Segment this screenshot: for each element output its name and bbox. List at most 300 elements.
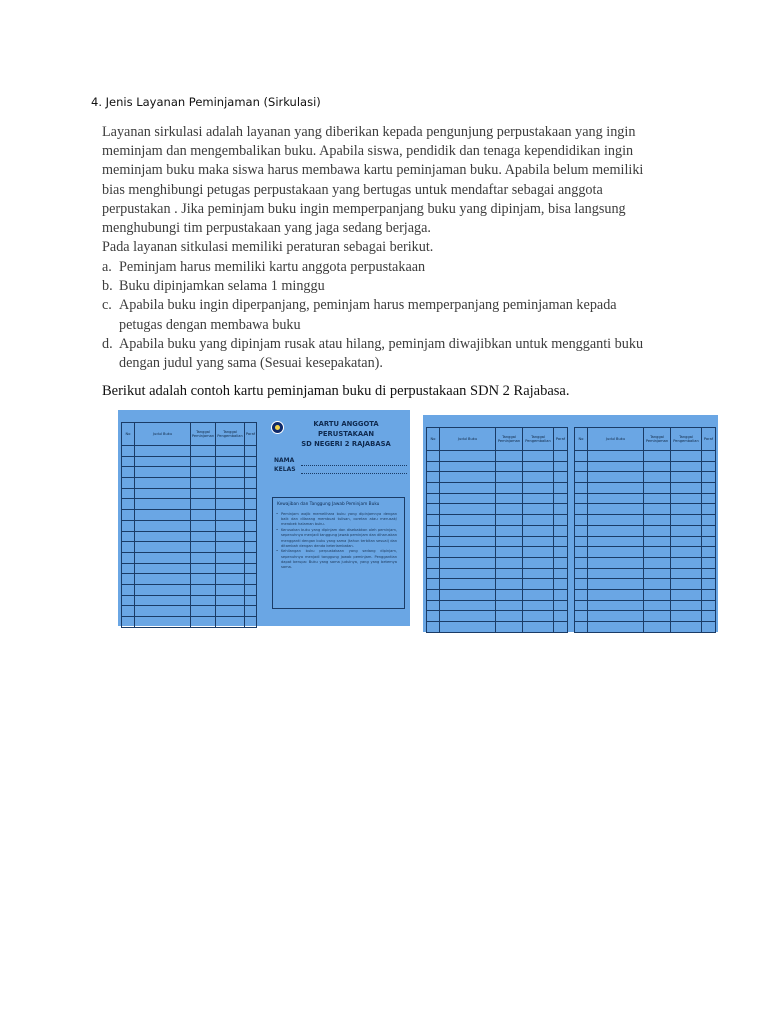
grid-cell [554,611,568,622]
grid-cell [122,499,135,510]
grid-row [122,510,257,521]
grid-cell [575,547,588,558]
grid-cell [427,483,440,494]
grid-cell [245,510,257,521]
grid-cell [496,483,523,494]
grid-cell [135,617,191,628]
nama-label: NAMA [274,457,295,464]
grid-cell [575,611,588,622]
grid-cell [496,451,523,462]
grid-cell [427,504,440,515]
grid-header-cell: Judul Buku [588,428,644,451]
rule-marker: c. [102,297,112,314]
grid-row [427,483,568,494]
grid-cell [427,557,440,568]
grid-cell [588,493,644,504]
grid-cell [496,579,523,590]
grid-cell [191,520,216,531]
paragraph-line: meminjam buku maka siswa harus membawa kartu peminjaman buku. Apabila belum memiliki [102,162,644,179]
grid-cell [523,451,554,462]
grid-row [122,606,257,617]
grid-cell [122,467,135,478]
grid-cell [644,579,671,590]
grid-cell [245,499,257,510]
grid-row [427,547,568,558]
grid-cell [216,467,245,478]
grid-row [427,622,568,633]
grid-cell [588,589,644,600]
grid-cell [554,461,568,472]
grid-cell [122,563,135,574]
grid-cell [702,611,716,622]
rule-marker: d. [102,335,113,352]
grid-cell [554,600,568,611]
grid-cell [216,499,245,510]
grid-cell [245,531,257,542]
grid-cell [523,493,554,504]
nama-line [301,465,407,466]
grid-cell [671,461,702,472]
grid-cell [496,472,523,483]
grid-cell [671,600,702,611]
grid-header-cell: Tanggal Peminjaman [644,428,671,451]
rules-box-item: • Peminjam wajib memelihara buku yang dipinjamnya dengan baik dan dilarang membuat tulisan, coretan atau merusak/ merobek halaman buku. [276,512,397,528]
grid-cell [122,510,135,521]
grid-cell [245,595,257,606]
grid-cell [496,461,523,472]
grid-cell [191,574,216,585]
grid-cell [644,472,671,483]
rule-item [102,277,692,296]
grid-row [122,446,257,457]
grid-cell [427,611,440,622]
grid-cell [575,557,588,568]
grid-row [427,568,568,579]
grid-cell [575,568,588,579]
grid-cell [216,488,245,499]
grid-cell [575,493,588,504]
grid-header-cell: No [122,423,135,446]
grid-cell [135,478,191,489]
grid-cell [216,595,245,606]
grid-cell [216,478,245,489]
grid-cell [496,600,523,611]
grid-cell [554,483,568,494]
grid-cell [122,520,135,531]
grid-row [122,584,257,595]
grid-cell [523,589,554,600]
grid-header-cell: Judul Buku [440,428,496,451]
grid-cell [671,611,702,622]
grid-cell [122,446,135,457]
grid-cell [588,547,644,558]
grid-cell [644,557,671,568]
grid-cell [644,504,671,515]
grid-cell [702,451,716,462]
rule-text: Peminjam harus memiliki kartu anggota perpustakaan [119,259,426,275]
grid-cell [245,584,257,595]
grid-cell [122,595,135,606]
grid-cell [245,467,257,478]
grid-cell [702,493,716,504]
grid-row [575,622,716,633]
grid-row [575,504,716,515]
grid-header-cell: No [427,428,440,451]
grid-cell [427,493,440,504]
rules-box-item: • Kehilangan buku perpustakaan yang sedang dipinjam, sepenuhnya menjadi tanggung jawab peminjam. Penggantian dapat berupa: Buku yang sama judulnya, yang yang betemya sama. [276,549,397,570]
grid-cell [245,456,257,467]
rule-marker: b. [102,278,113,295]
loan-grid [121,422,257,628]
grid-cell [702,589,716,600]
grid-cell [702,472,716,483]
grid-cell [588,611,644,622]
grid-cell [216,542,245,553]
grid-cell [702,536,716,547]
card-title [286,419,406,449]
grid-row [122,531,257,542]
grid-cell [588,472,644,483]
grid-cell [122,552,135,563]
grid-row [122,520,257,531]
rules-box-item: • Kerusakan buku yang dipinjam dan disebabkan oleh peminjam, sepenuhnya menjadi tanggung jawab peminjam dan diharuskan mengganti dengan buku yang sama (tahun terbitan sesuai) dan ditambah dengan denda keterlambatan. [276,528,397,549]
grid-cell [523,557,554,568]
rules-list [102,258,692,373]
grid-cell [575,525,588,536]
grid-cell [440,579,496,590]
rule-text: Apabila buku ingin diperpanjang, peminjam harus memperpanjang peminjaman kepada [119,297,617,314]
grid-cell [440,568,496,579]
school-seal-icon [271,421,284,434]
grid-cell [496,504,523,515]
grid-cell [644,461,671,472]
grid-cell [427,622,440,633]
grid-cell [135,456,191,467]
grid-cell [554,589,568,600]
grid-row [122,617,257,628]
grid-cell [245,446,257,457]
grid-row [427,600,568,611]
card-title-line-1: KARTU ANGGOTA PERUSTAKAAN [313,420,379,438]
grid-cell [644,451,671,462]
grid-cell [702,600,716,611]
grid-cell [644,600,671,611]
grid-cell [216,456,245,467]
grid-cell [440,622,496,633]
grid-cell [644,622,671,633]
grid-cell [216,606,245,617]
section-heading: 4. Jenis Layanan Peminjaman (Sirkulasi) [91,95,321,109]
kelas-label: KELAS [274,466,296,473]
grid-row [575,461,716,472]
grid-cell [671,515,702,526]
grid-row [575,568,716,579]
grid-cell [496,515,523,526]
grid-row [575,525,716,536]
grid-cell [575,589,588,600]
grid-cell [554,493,568,504]
grid-cell [216,574,245,585]
grid-cell [245,520,257,531]
grid-cell [191,510,216,521]
grid-cell [216,552,245,563]
grid-cell [427,525,440,536]
grid-cell [191,595,216,606]
grid-row [427,611,568,622]
grid-cell [135,510,191,521]
rule-text: Buku dipinjamkan selama 1 minggu [119,278,325,295]
grid-cell [644,547,671,558]
grid-cell [122,531,135,542]
grid-cell [702,547,716,558]
grid-cell [496,589,523,600]
grid-cell [135,542,191,553]
grid-cell [122,606,135,617]
grid-row [427,515,568,526]
grid-cell [644,493,671,504]
grid-cell [671,536,702,547]
grid-cell [427,472,440,483]
kelas-line [301,473,407,474]
loan-grid [426,427,568,633]
grid-cell [122,456,135,467]
grid-row [427,451,568,462]
grid-row [575,600,716,611]
grid-cell [440,600,496,611]
rule-item [102,335,692,373]
paragraph-rules-intro: Pada layanan sitkulasi memiliki peraturan sebagai berikut. [102,239,434,256]
paragraph-line: meminjam dan mengembalikan buku. Apabila siswa, pendidik dan tenaga kependidikan ingin [102,143,634,160]
grid-row [122,467,257,478]
grid-cell [702,525,716,536]
grid-cell [671,493,702,504]
grid-cell [427,536,440,547]
grid-cell [122,542,135,553]
grid-row [427,493,568,504]
grid-cell [523,600,554,611]
grid-cell [440,525,496,536]
grid-cell [440,589,496,600]
rules-box [272,497,405,609]
grid-cell [135,531,191,542]
grid-cell [523,515,554,526]
grid-row [575,515,716,526]
rule-item [102,258,692,277]
grid-cell [554,557,568,568]
grid-cell [440,515,496,526]
grid-row [427,504,568,515]
grid-cell [427,461,440,472]
grid-cell [702,568,716,579]
grid-cell [523,547,554,558]
paragraph-sirkulasi [102,123,692,257]
grid-cell [135,520,191,531]
grid-cell [588,461,644,472]
grid-row [427,589,568,600]
grid-row [575,557,716,568]
grid-cell [216,584,245,595]
grid-cell [588,525,644,536]
grid-cell [575,472,588,483]
grid-cell [440,611,496,622]
grid-cell [135,499,191,510]
grid-cell [440,536,496,547]
grid-row [427,579,568,590]
grid-cell [496,557,523,568]
grid-cell [554,472,568,483]
grid-cell [245,563,257,574]
grid-cell [427,568,440,579]
paragraph-line: perpustakan . Jika peminjam buku ingin memperpanjang buku yang dipinjam, bisa langsung [102,200,626,217]
grid-cell [554,515,568,526]
grid-cell [135,595,191,606]
grid-header-cell: Tanggal Pengembalian [671,428,702,451]
grid-row [575,589,716,600]
grid-cell [440,483,496,494]
grid-cell [575,504,588,515]
paragraph-line: menghubungi tim perpustakaan yang jaga sedang berjaga. [102,220,431,237]
grid-cell [523,472,554,483]
grid-header-cell: Judul Buku [135,423,191,446]
grid-cell [427,589,440,600]
grid-row [122,478,257,489]
grid-row [122,552,257,563]
grid-cell [523,579,554,590]
grid-cell [427,547,440,558]
grid-cell [440,547,496,558]
grid-cell [588,568,644,579]
library-card-front [118,410,410,626]
grid-cell [216,510,245,521]
grid-header-cell: No [575,428,588,451]
grid-cell [671,579,702,590]
grid-cell [671,557,702,568]
grid-cell [427,515,440,526]
grid-cell [702,461,716,472]
grid-cell [122,488,135,499]
grid-row [575,547,716,558]
grid-cell [575,579,588,590]
grid-header-row [575,428,716,451]
grid-row [575,451,716,462]
grid-cell [644,589,671,600]
grid-row [575,579,716,590]
grid-cell [135,606,191,617]
grid-cell [644,483,671,494]
grid-cell [702,483,716,494]
rules-box-title: Kewajiban dan Tanggung Jawab Peminjam Buku [277,502,380,507]
grid-cell [191,467,216,478]
library-card-back [423,415,718,632]
grid-cell [122,574,135,585]
grid-cell [588,579,644,590]
grid-cell [245,606,257,617]
grid-cell [135,552,191,563]
grid-cell [523,622,554,633]
rule-marker: a. [102,259,112,275]
grid-row [427,525,568,536]
grid-cell [216,617,245,628]
rules-box-list [276,512,397,571]
grid-cell [588,515,644,526]
grid-cell [440,451,496,462]
grid-cell [671,504,702,515]
grid-row [575,493,716,504]
grid-cell [588,600,644,611]
grid-cell [523,611,554,622]
grid-cell [575,536,588,547]
grid-cell [671,547,702,558]
grid-cell [588,483,644,494]
card-title-line-2: SD NEGERI 2 RAJABASA [301,440,391,448]
grid-row [575,536,716,547]
grid-cell [523,504,554,515]
grid-cell [135,563,191,574]
grid-cell [191,552,216,563]
grid-cell [575,515,588,526]
grid-cell [671,568,702,579]
grid-cell [575,622,588,633]
grid-cell [427,451,440,462]
grid-cell [523,536,554,547]
grid-header-cell: Tanggal Pengembalian [523,428,554,451]
grid-cell [523,461,554,472]
grid-cell [554,579,568,590]
grid-cell [245,552,257,563]
grid-cell [216,563,245,574]
rule-text: Apabila buku yang dipinjam rusak atau hilang, peminjam diwajibkan untuk mengganti buku [119,335,644,352]
grid-header-cell: Tanggal Peminjaman [191,423,216,446]
grid-header-cell: Tanggal Pengembalian [216,423,245,446]
grid-row [122,456,257,467]
grid-row [122,574,257,585]
grid-cell [644,525,671,536]
grid-cell [440,493,496,504]
grid-cell [191,617,216,628]
grid-cell [122,584,135,595]
grid-cell [216,520,245,531]
grid-cell [702,515,716,526]
grid-cell [496,525,523,536]
grid-header-cell: Tanggal Peminjaman [496,428,523,451]
grid-cell [191,542,216,553]
grid-cell [427,579,440,590]
grid-cell [427,600,440,611]
grid-cell [135,488,191,499]
grid-cell [644,611,671,622]
grid-cell [554,547,568,558]
grid-cell [588,557,644,568]
grid-cell [496,547,523,558]
grid-cell [702,504,716,515]
grid-cell [122,617,135,628]
grid-cell [554,536,568,547]
grid-cell [135,467,191,478]
grid-header-row [122,423,257,446]
grid-row [122,488,257,499]
grid-cell [523,483,554,494]
grid-cell [671,483,702,494]
grid-cell [702,622,716,633]
grid-cell [191,456,216,467]
grid-cell [671,525,702,536]
grid-cell [191,584,216,595]
grid-cell [135,446,191,457]
rule-text: petugas dengan membawa buku [119,316,301,333]
grid-cell [191,499,216,510]
loan-grid [574,427,716,633]
grid-cell [588,451,644,462]
